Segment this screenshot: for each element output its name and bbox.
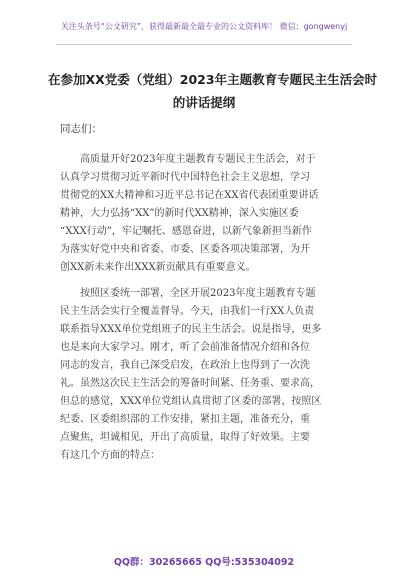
paragraph-line: 按照区委统一部署，全区开展2023年度主题教育专题 bbox=[80, 288, 316, 299]
header-divider bbox=[56, 44, 352, 45]
paragraph-line: 纪委、区委组织部的工作安排，紧扣主题，准备充分，重 bbox=[60, 414, 310, 425]
footer-contact: QQ群：30265665 QQ号:535304092 bbox=[113, 557, 295, 568]
paragraph-line: 但总的感觉，XXX单位党组认真贯彻了区委的部署，按照区 bbox=[60, 396, 322, 407]
paragraph-line: 为落实好党中央和省委、市委、区委各项决策部署，为开 bbox=[60, 244, 310, 255]
salutation: 同志们： bbox=[60, 123, 102, 135]
document-title bbox=[48, 68, 378, 114]
paragraph-line: 创XX新未来作出XXX新贡献具有重要意义。 bbox=[60, 262, 256, 273]
paragraph-line: 有这几个方面的特点： bbox=[60, 450, 160, 461]
paragraph-line: 民主生活会实行全覆盖督导。今天，由我们一行XX人负责 bbox=[60, 306, 315, 317]
paragraph-1 bbox=[60, 151, 360, 277]
paragraph-line: 贯彻党的XX大精神和习近平总书记在XX省代表团重要讲话 bbox=[60, 190, 319, 201]
header-banner: 关注头条号“公文研究”，获得最新最全最专业的公文资料库！ 微信：gongwenyj bbox=[60, 22, 348, 31]
paragraph-line: 高质量开好2023年度主题教育专题民主生活会，对于 bbox=[80, 154, 316, 165]
paragraph-line: 也是来向大家学习。刚才，听了会前准备情况介绍和各位 bbox=[60, 342, 310, 353]
title-line: 的讲话提纲 bbox=[172, 95, 236, 110]
paragraph-line: 礼。虽然这次民主生活会的筹备时间紧、任务重、要求高， bbox=[60, 378, 320, 389]
paragraph-line: 联系指导XXX单位党组班子的民主生活会。说是指导，更多 bbox=[60, 324, 322, 335]
title-line: 在参加XX党委（党组）2023年主题教育专题民主生活会时 bbox=[48, 72, 378, 87]
paragraph-2 bbox=[60, 285, 360, 465]
paragraph-line: 点聚焦，坦诚相见，开出了高质量，取得了好效果。主要 bbox=[60, 432, 310, 443]
paragraph-line: “XXX行动”，牢记嘱托、感恩奋进，以新气象新担当新作 bbox=[60, 226, 312, 237]
paragraph-line: 认真学习贯彻习近平新时代中国特色社会主义思想，学习 bbox=[60, 172, 310, 183]
paragraph-line: 同志的发言，我自己深受启发，在政治上也得到了一次洗 bbox=[60, 360, 310, 371]
paragraph-line: 精神，大力弘扬“XX”的新时代XX精神，深入实施区委 bbox=[60, 208, 299, 219]
